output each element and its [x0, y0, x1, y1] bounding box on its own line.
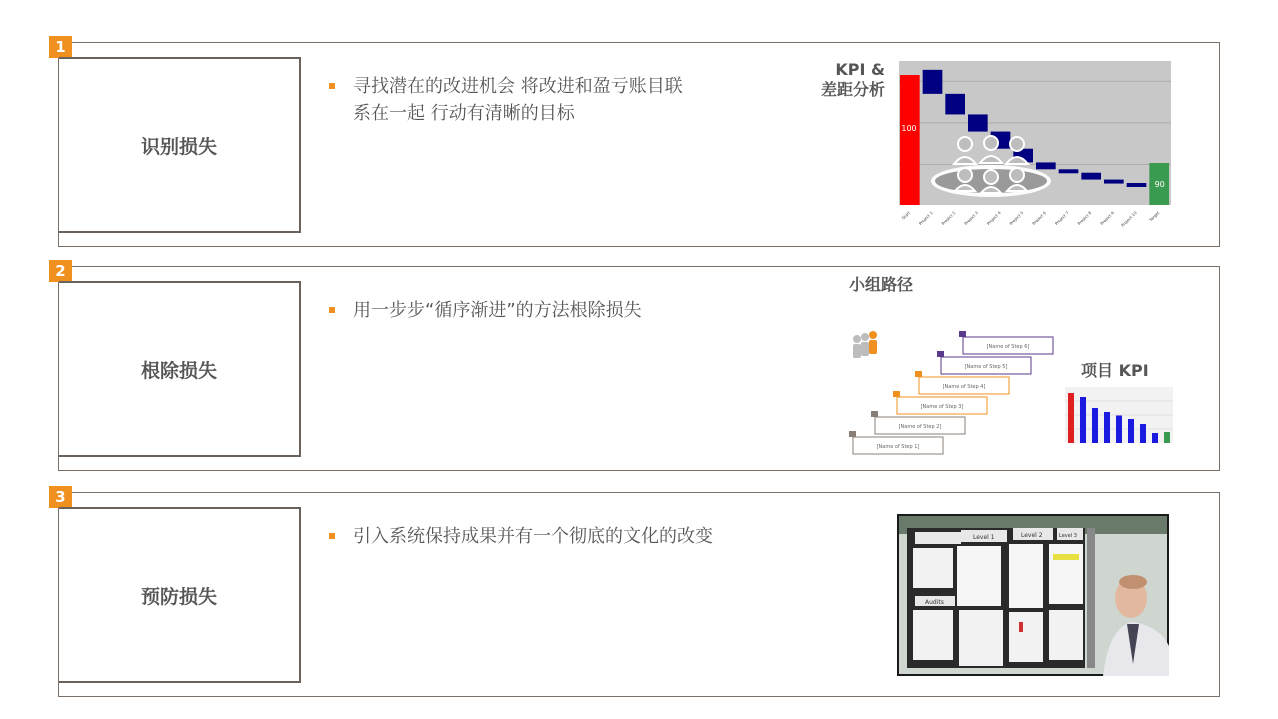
section-eliminate-loss [55, 262, 1220, 471]
person-head [958, 137, 972, 151]
section-prevent-loss [55, 488, 1220, 697]
kpi-bar [1092, 408, 1098, 443]
bullet-line: 引入系统保持成果并有一个彻底的文化的改变 [353, 526, 713, 547]
x-tick-label: Start [900, 210, 912, 221]
people-icon [853, 331, 877, 358]
project-kpi-chart [1061, 385, 1175, 447]
x-tick-label: Project 9 [1099, 210, 1116, 227]
kpi-bar [1128, 419, 1134, 443]
kpi-bar [1068, 393, 1074, 443]
step-marker [893, 391, 900, 397]
bar-step [1127, 183, 1147, 187]
person-head [1010, 168, 1024, 182]
person-head [1010, 137, 1024, 151]
bullet-text [327, 297, 773, 324]
person-body [869, 340, 877, 354]
kpi-bar [1104, 412, 1110, 443]
bar-step [923, 70, 943, 94]
waterfall-chart [893, 57, 1175, 237]
step-marker [959, 331, 966, 337]
x-tick-label: Project 6 [1031, 210, 1048, 227]
x-tick-label: Project 3 [963, 210, 980, 227]
bar-step [1081, 173, 1101, 180]
kpi-bar [1152, 433, 1158, 443]
section-label: 识别损失 [59, 57, 301, 233]
step-marker [915, 371, 922, 377]
x-tick-label: Project 8 [1076, 210, 1093, 227]
team-path-title: 小组路径 [849, 275, 914, 294]
data-label-start: 100 [901, 124, 917, 133]
step-marker [849, 431, 856, 437]
board-label-level2: Level 2 [1021, 532, 1043, 539]
person-body [853, 344, 861, 358]
step-marker [871, 411, 878, 417]
step-label: [Name of Step 6] [986, 344, 1030, 350]
step-number-badge: 2 [49, 260, 72, 282]
kpi-bar [1140, 424, 1146, 443]
person-head [853, 335, 861, 343]
step-label: [Name of Step 4] [942, 384, 986, 390]
board-label-level3: Level 3 [1059, 533, 1077, 539]
kpi-bar [1080, 397, 1086, 443]
step-label: [Name of Step 1] [876, 444, 920, 450]
step-label: [Name of Step 5] [964, 364, 1008, 370]
person-body [861, 342, 869, 356]
bar-start [900, 75, 920, 205]
step-label: [Name of Step 2] [898, 424, 942, 430]
board-label-level1: Level 1 [973, 534, 995, 541]
x-tick-label: Project 1 [917, 210, 934, 227]
x-tick-label: Project 7 [1053, 210, 1070, 227]
step-number-badge: 3 [49, 486, 72, 508]
kpi-bar [1164, 432, 1170, 443]
kpi-gap-title: KPI & 差距分析 [820, 60, 885, 99]
bullet-text [327, 523, 773, 550]
person-head [984, 136, 998, 150]
bar-step [968, 114, 988, 131]
bullet-line: 系在一起 行动有清晰的目标 [353, 103, 575, 124]
x-tick-label: Target [1148, 210, 1161, 223]
section-label: 预防损失 [59, 507, 301, 683]
kpi-bar [1116, 416, 1122, 444]
x-tick-label: Project 10 [1119, 210, 1138, 228]
project-kpi-title: 项目 KPI [1081, 361, 1149, 380]
bullet-line: 寻找潜在的改进机会 将改进和盈亏账目联 [353, 76, 683, 97]
section-identify-loss [55, 38, 1220, 247]
x-tick-label: Project 2 [940, 210, 957, 227]
bullet-text [327, 73, 773, 127]
bar-step [1036, 162, 1056, 169]
board-label-audits: Audits [925, 599, 944, 606]
photo-visual-board [897, 514, 1169, 676]
step-number-badge: 1 [49, 36, 72, 58]
bar-step [945, 94, 965, 115]
bullet-line: 用一步步“循序渐进”的方法根除损失 [353, 300, 642, 321]
data-label-target: 90 [1154, 180, 1165, 189]
x-tick-label: Project 4 [985, 210, 1002, 227]
person-head [869, 331, 877, 339]
x-tick-label: Project 5 [1008, 210, 1025, 227]
person-head [958, 168, 972, 182]
person-head [861, 333, 869, 341]
person-head [984, 170, 998, 184]
bar-step [1059, 169, 1079, 173]
bar-step [1104, 180, 1124, 184]
step-staircase-diagram [845, 325, 1055, 457]
step-marker [937, 351, 944, 357]
step-label: [Name of Step 3] [920, 404, 964, 410]
section-label: 根除损失 [59, 281, 301, 457]
